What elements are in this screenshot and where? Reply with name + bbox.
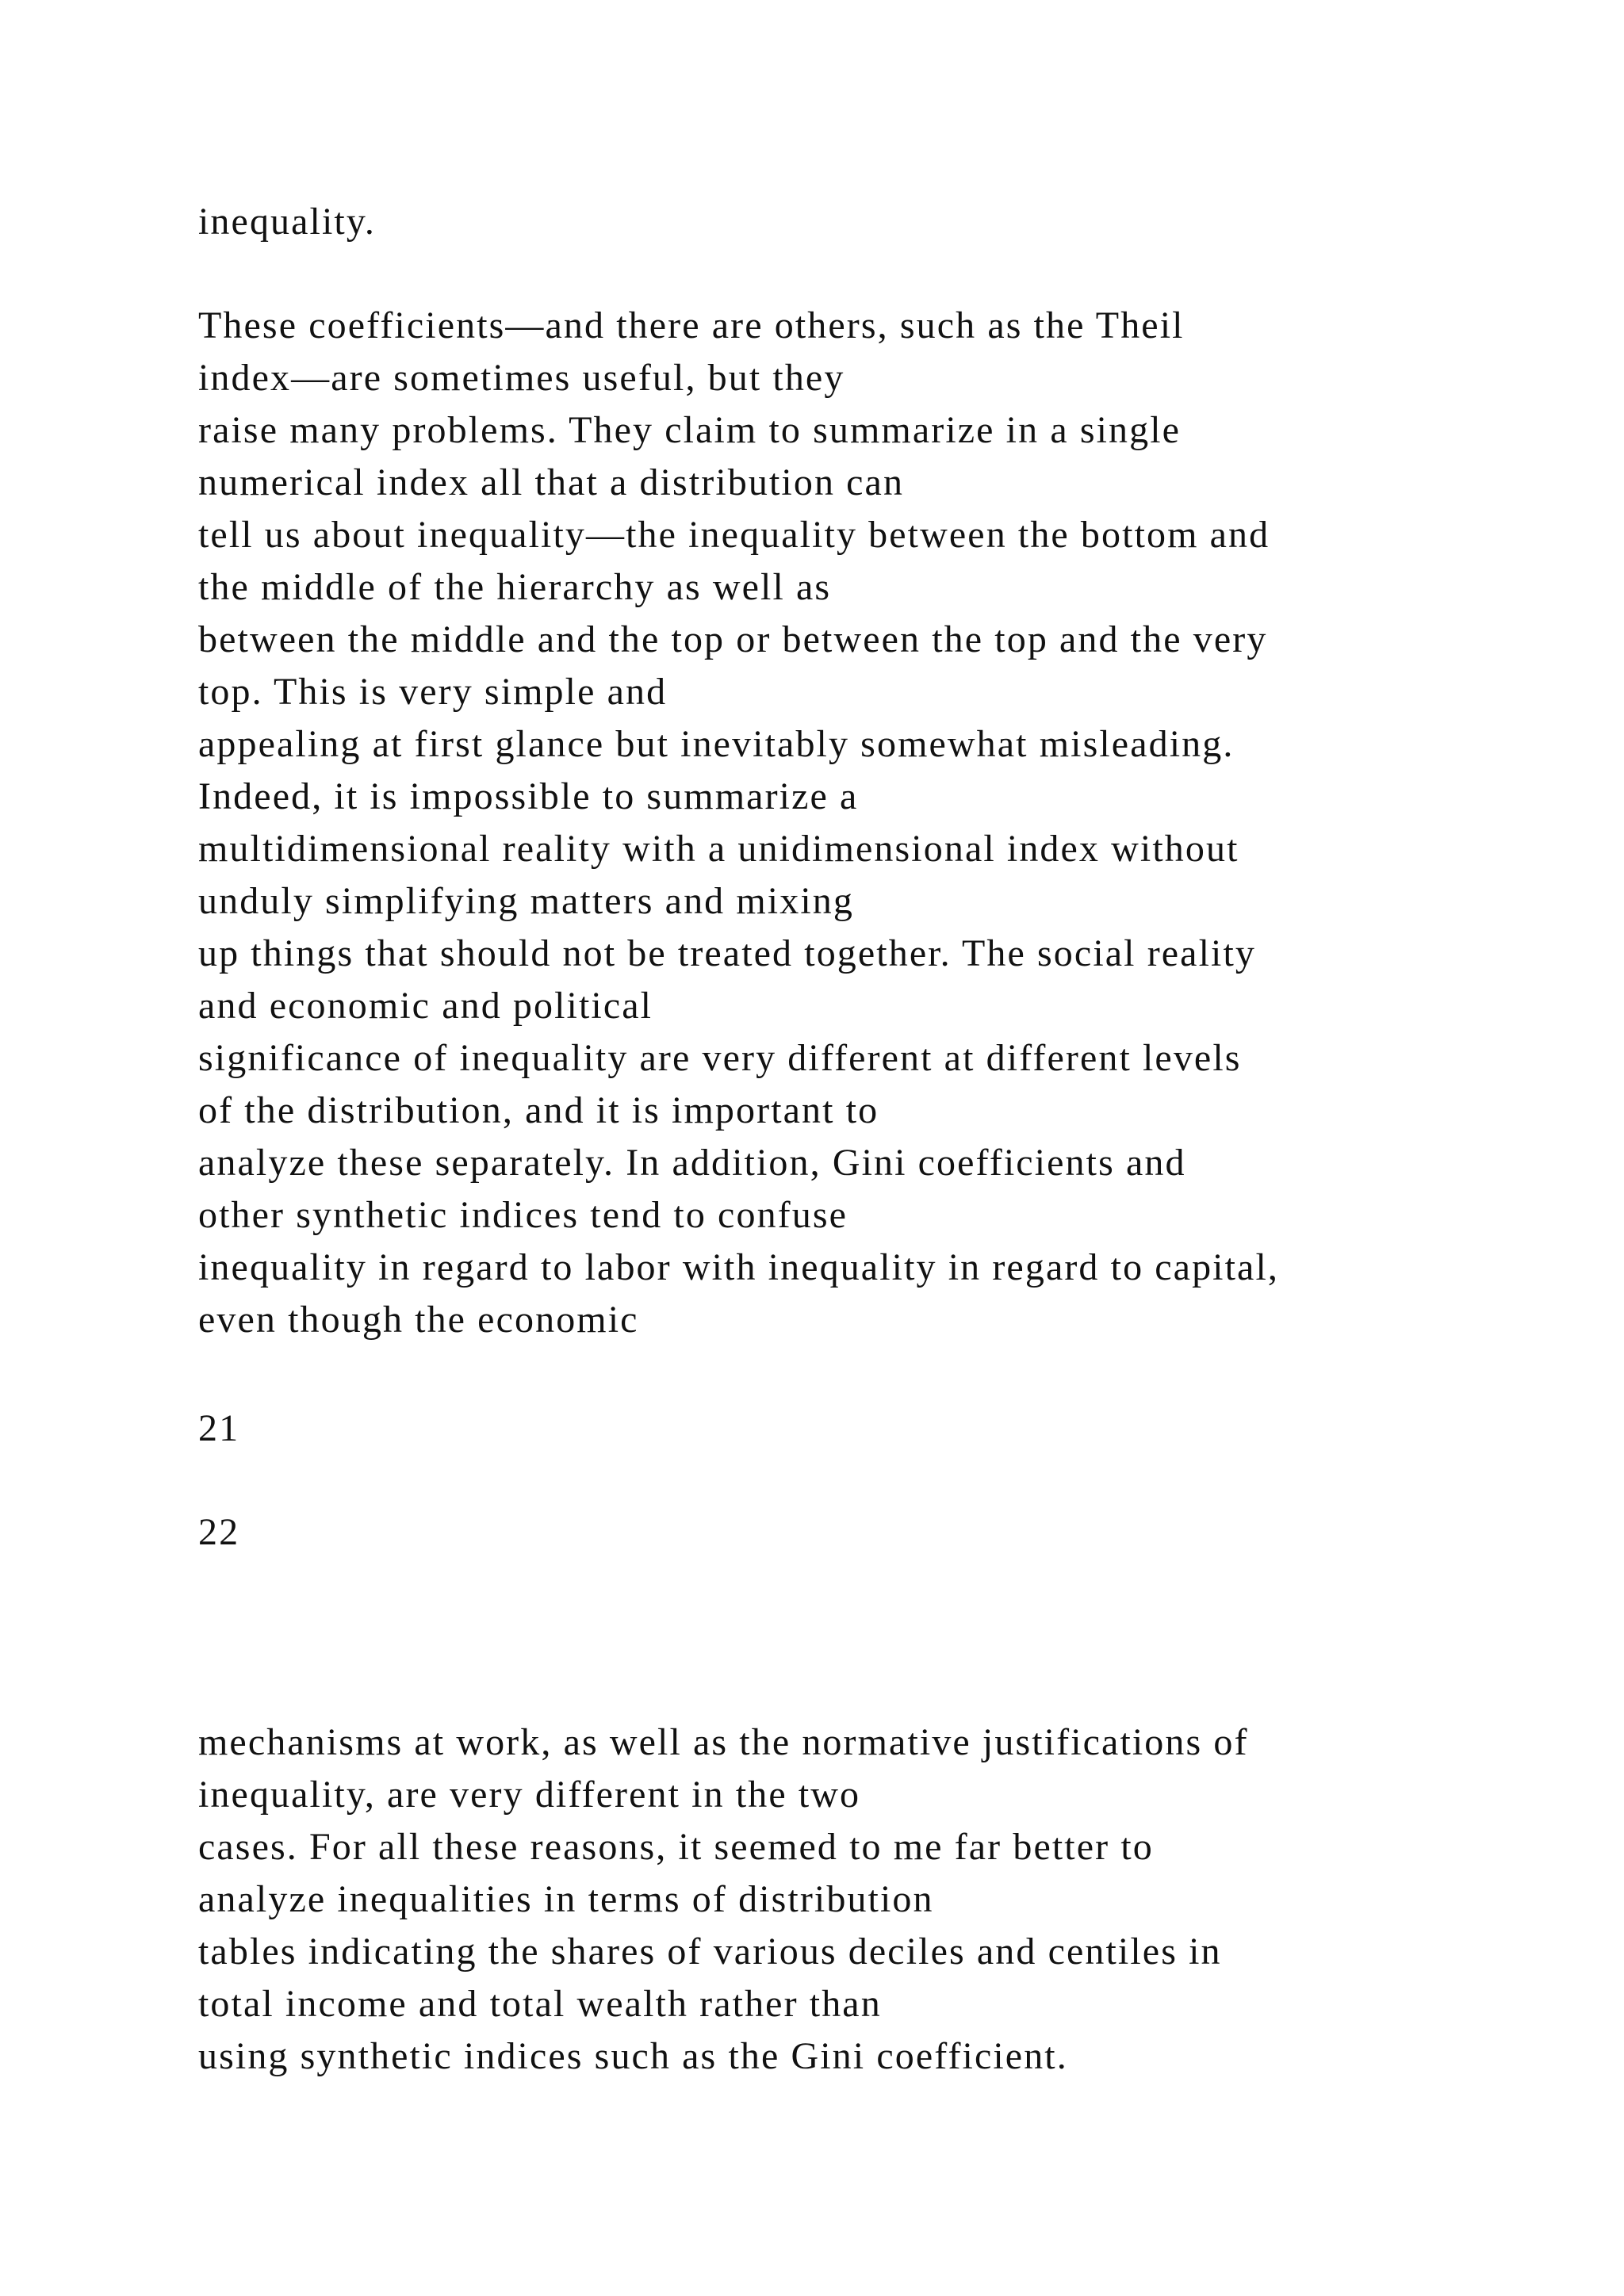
text-line: tables indicating the shares of various deciles and centiles in [198, 1931, 1222, 1973]
page-number-text: 21 [198, 1407, 240, 1449]
text-line: of the distribution, and it is important to [198, 1089, 879, 1131]
text-line: unduly simplifying matters and mixing [198, 880, 854, 922]
text-line: up things that should not be treated together. The social reality [198, 932, 1256, 974]
text-line: total income and total wealth rather than [198, 1983, 882, 2025]
text-line: top. This is very simple and [198, 671, 668, 713]
text-line: numerical index all that a distribution can [198, 461, 905, 503]
text-line: inequality, are very different in the two [198, 1774, 861, 1816]
text-line: other synthetic indices tend to confuse [198, 1194, 848, 1236]
text-line: significance of inequality are very different at different levels [198, 1037, 1242, 1079]
paragraph-mechanisms [198, 1716, 1249, 2083]
text-line: analyze these separately. In addition, Gini coefficients and [198, 1142, 1186, 1184]
text-line: inequality. [198, 201, 376, 243]
text-line: These coefficients—and there are others, such as the Theil [198, 304, 1185, 346]
text-line: using synthetic indices such as the Gini coefficient. [198, 2035, 1068, 2077]
page-number-text: 22 [198, 1511, 240, 1553]
text-line: inequality in regard to labor with inequality in regard to capital, [198, 1246, 1279, 1288]
text-line: mechanisms at work, as well as the normative justifications of [198, 1721, 1249, 1763]
text-line: even though the economic [198, 1299, 639, 1341]
text-line: appealing at first glance but inevitably somewhat misleading. [198, 723, 1235, 765]
text-line: Indeed, it is impossible to summarize a [198, 775, 859, 817]
text-line: analyze inequalities in terms of distribution [198, 1878, 934, 1920]
text-line: between the middle and the top or between the top and the very [198, 618, 1268, 660]
text-line: raise many problems. They claim to summarize in a single [198, 409, 1182, 451]
paragraph-fragment [198, 196, 376, 248]
text-line: index—are sometimes useful, but they [198, 357, 845, 399]
text-line: and economic and political [198, 985, 653, 1027]
text-line: multidimensional reality with a unidimensional index without [198, 828, 1239, 870]
text-line: tell us about inequality—the inequality between the bottom and [198, 514, 1270, 556]
paragraph-coefficients [198, 300, 1279, 1346]
text-line: cases. For all these reasons, it seemed to me far better to [198, 1826, 1154, 1868]
page-number [198, 1402, 239, 1455]
page-number [198, 1506, 239, 1559]
text-line: the middle of the hierarchy as well as [198, 566, 832, 608]
